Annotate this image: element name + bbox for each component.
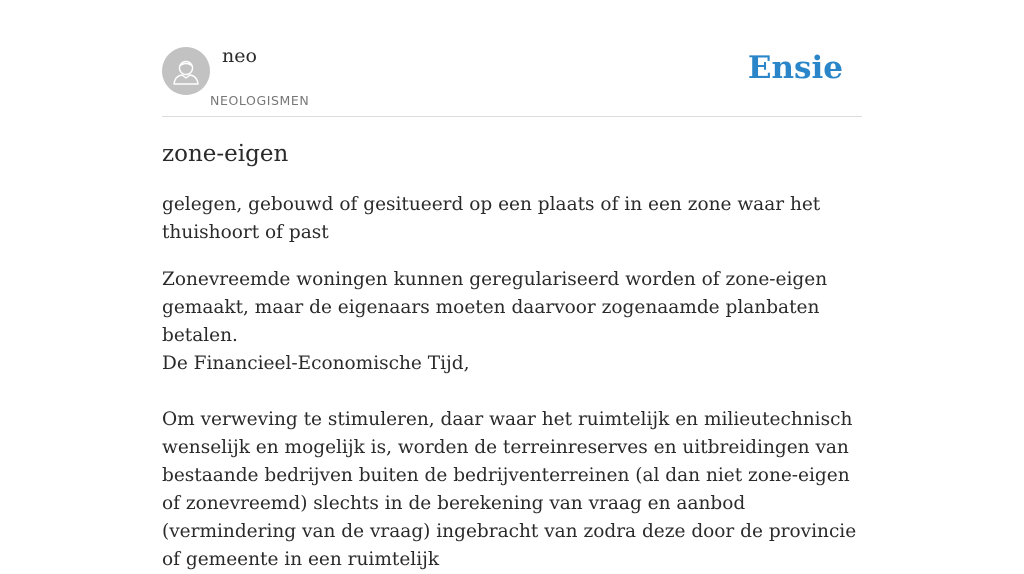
definition-text: gelegen, gebouwd of gesitueerd op een plaats of in een zone waar het thuishoort of past bbox=[162, 194, 821, 243]
entry-header bbox=[162, 0, 862, 117]
ensie-logo[interactable]: Ensie bbox=[747, 50, 843, 86]
example-source: De Financieel-Economische Tijd, bbox=[162, 353, 470, 374]
term-title: zone-eigen bbox=[162, 141, 289, 167]
user-avatar[interactable] bbox=[162, 47, 210, 95]
user-placeholder-icon bbox=[162, 47, 210, 95]
example-quote: Zonevreemde woningen kunnen geregulariseerd worden of zone-eigen gemaakt, maar de eigenaars moeten daarvoor zogenaamde planbaten betalen. bbox=[162, 269, 828, 346]
entry-card bbox=[162, 0, 862, 574]
example-spacer bbox=[162, 378, 862, 406]
example-block bbox=[162, 266, 862, 574]
category-link[interactable]: NEOLOGISMEN bbox=[210, 93, 310, 108]
example-quote: Om verweving te stimuleren, daar waar het ruimtelijk en milieutechnisch wenselijk en mogelijk is, worden de terreinreserves en uitbreidingen van bestaande bedrijven buiten de bedrijventerreinen (al dan niet zone-eigen of zonevreemd) slechts in de berekening van vraag en aanbod (vermindering van de vraag) ingebracht van zodra deze door de provincie of gemeente in een ruimtelijk bbox=[162, 409, 857, 570]
username-link[interactable]: neo bbox=[222, 45, 257, 67]
